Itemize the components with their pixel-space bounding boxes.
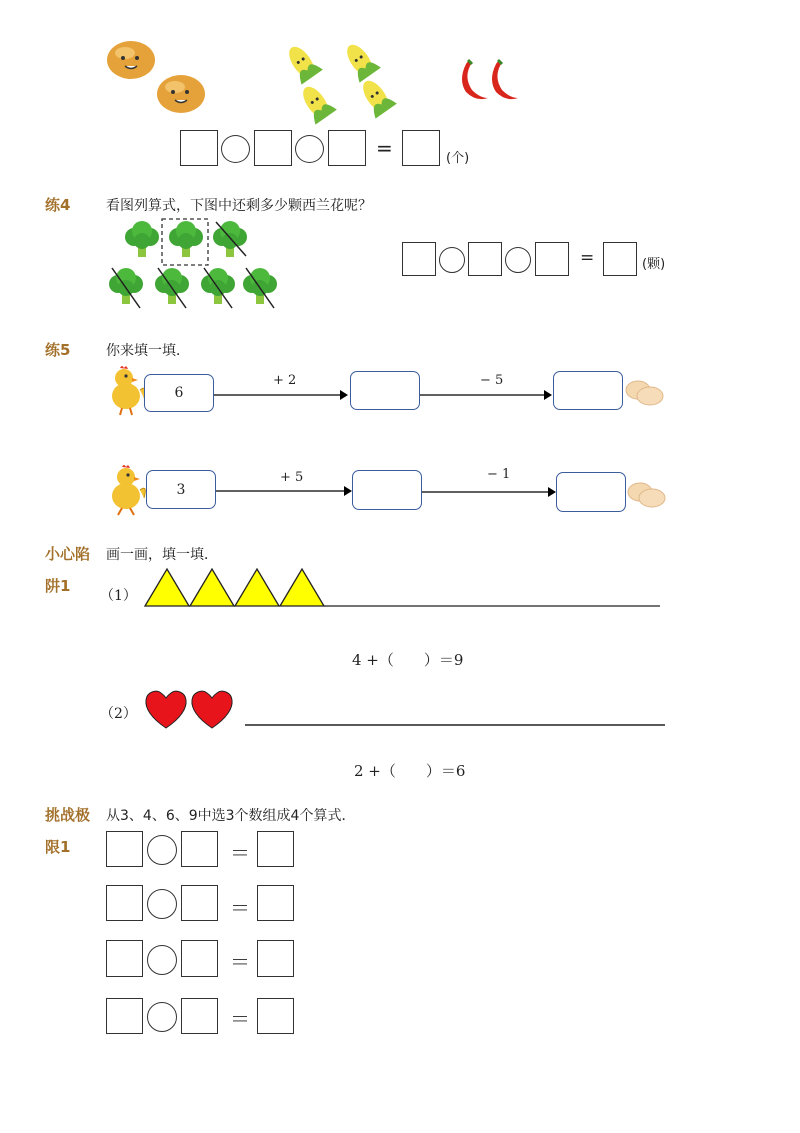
operator-circle[interactable] (505, 247, 531, 273)
answer-box[interactable] (535, 242, 569, 276)
potato-image (105, 38, 157, 82)
answer-box[interactable] (468, 242, 502, 276)
exercise5-instruction: 你来填一填． (106, 343, 190, 359)
broccoli-icon (155, 268, 189, 308)
broccoli-icon (169, 221, 203, 257)
exercise5-label: 练5 (45, 341, 71, 359)
broccoli-icon (201, 268, 235, 308)
operator-circle[interactable] (147, 835, 177, 865)
start-number-box: 3 (146, 470, 216, 509)
answer-box[interactable] (257, 831, 294, 867)
triangle-shape (190, 569, 234, 606)
equals-sign: ＝ (230, 841, 250, 865)
corn-image (352, 76, 402, 120)
part2-equation: 2 +（ ）＝6 (354, 762, 466, 780)
triangle-shape (280, 569, 324, 606)
eggs-icon (626, 478, 668, 510)
challenge-label-line1: 挑战极 (45, 806, 91, 824)
equals-sign: ＝ (230, 896, 250, 920)
challenge-instruction: 从3、4、6、9中选3个数组成4个算式． (106, 808, 356, 824)
triangle-shape (145, 569, 189, 606)
chili-pepper-image (458, 58, 492, 102)
unit-label: (个) (446, 151, 470, 166)
arrow (214, 388, 350, 402)
operator-circle[interactable] (295, 135, 324, 163)
broccoli-picture (100, 218, 290, 313)
trap-instruction: 画一画，填一填． (106, 547, 218, 563)
arrow (216, 484, 354, 498)
potato-image (155, 72, 207, 116)
exercise4-instruction: 看图列算式，下图中还剩多少颗西兰花呢？ (106, 198, 372, 214)
answer-box[interactable] (254, 130, 292, 166)
answer-box[interactable] (350, 371, 420, 410)
answer-box[interactable] (352, 470, 422, 510)
chicken-icon (104, 462, 150, 516)
trap-label-line1: 小心陷 (45, 545, 91, 563)
operator-circle[interactable] (439, 247, 465, 273)
answer-box[interactable] (553, 371, 623, 410)
answer-box[interactable] (106, 940, 143, 977)
chili-pepper-image (488, 58, 522, 102)
answer-box[interactable] (181, 831, 218, 867)
challenge-label-line2: 限1 (45, 838, 71, 856)
hearts-drawing (143, 688, 668, 733)
part1-number: （1） (100, 588, 137, 604)
answer-box[interactable] (402, 130, 440, 166)
arrow (422, 485, 558, 499)
operator-circle[interactable] (147, 1002, 177, 1032)
trap-label-line2: 阱1 (45, 577, 71, 595)
broccoli-icon (125, 221, 159, 257)
answer-box[interactable] (181, 998, 218, 1034)
exercise4-label: 练4 (45, 196, 71, 214)
triangle-shape (235, 569, 279, 606)
operator-circle[interactable] (221, 135, 250, 163)
part1-equation: 4 +（ ）＝9 (352, 651, 464, 669)
answer-box[interactable] (106, 998, 143, 1034)
answer-box[interactable] (181, 940, 218, 977)
answer-box[interactable] (106, 885, 143, 921)
answer-box[interactable] (328, 130, 366, 166)
answer-box[interactable] (181, 885, 218, 921)
eggs-icon (624, 376, 666, 408)
equals-sign: = (376, 136, 393, 160)
answer-box[interactable] (556, 472, 626, 512)
answer-box[interactable] (257, 885, 294, 921)
operator-circle[interactable] (147, 889, 177, 919)
heart-shape (146, 691, 186, 728)
broccoli-icon (213, 221, 247, 257)
broccoli-icon (243, 268, 277, 308)
corn-image (278, 42, 328, 86)
part2-number: （2） (100, 706, 137, 722)
operation-label: − 5 (480, 373, 504, 388)
triangles-drawing (140, 565, 665, 610)
broccoli-icon (109, 268, 143, 308)
answer-box[interactable] (603, 242, 637, 276)
operator-circle[interactable] (147, 945, 177, 975)
unit-label: (颗) (642, 257, 666, 272)
answer-box[interactable] (180, 130, 218, 166)
equals-sign: ＝ (230, 1007, 250, 1031)
answer-box[interactable] (106, 831, 143, 867)
start-number-box: 6 (144, 374, 214, 412)
arrow (420, 388, 554, 402)
answer-box[interactable] (257, 940, 294, 977)
corn-image (292, 82, 342, 126)
answer-box[interactable] (402, 242, 436, 276)
heart-shape (192, 691, 232, 728)
operation-label: + 5 (280, 470, 304, 485)
equals-sign: = (580, 248, 595, 268)
operation-label: − 1 (487, 467, 511, 482)
answer-box[interactable] (257, 998, 294, 1034)
operation-label: + 2 (273, 373, 297, 388)
equals-sign: ＝ (230, 950, 250, 974)
